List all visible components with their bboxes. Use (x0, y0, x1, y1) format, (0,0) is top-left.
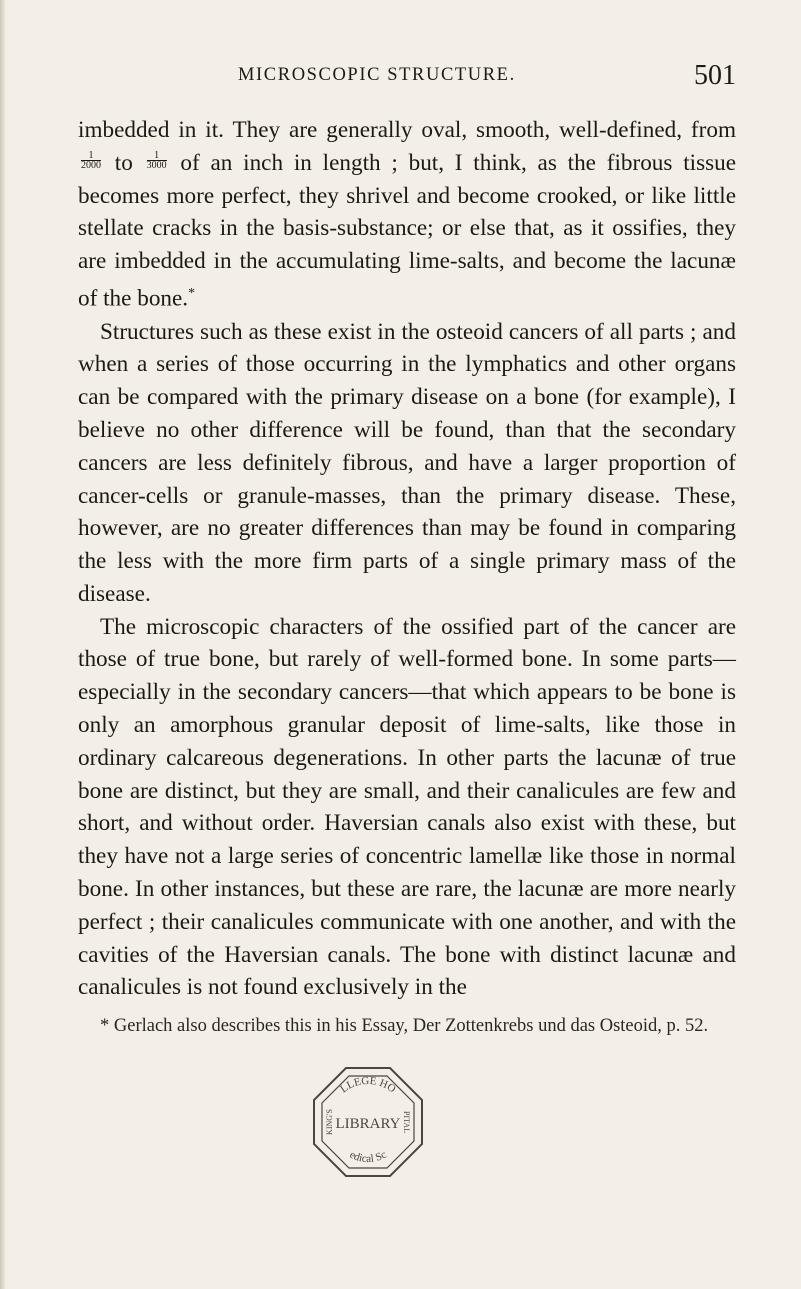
footnote-marker: * (188, 285, 196, 301)
page-header (78, 60, 736, 100)
fraction-1-3000 (147, 151, 167, 170)
stamp-bottom-text: edical Sc (347, 1148, 389, 1166)
frac1-denominator: 2000 (81, 160, 101, 172)
library-stamp (308, 1062, 428, 1182)
p1-text-b: to (114, 149, 133, 176)
frac2-denominator: 3000 (146, 160, 167, 172)
stamp-right-text: PITAL (402, 1110, 411, 1134)
p1-text-a: imbedded in it. They are generally oval, smooth, well-defined, from (78, 117, 736, 143)
body-text (78, 114, 736, 1004)
paragraph-1 (78, 114, 736, 316)
running-head: MICROSCOPIC STRUCTURE. (238, 65, 516, 85)
stamp-top-text: LLEGE HO (338, 1074, 398, 1096)
stamp-left-text: KING'S (325, 1109, 334, 1135)
stamp-center-text: LIBRARY (335, 1116, 401, 1132)
frac2-numerator: 1 (147, 151, 167, 161)
frac1-numerator: 1 (81, 151, 101, 161)
page-edge-shadow (0, 0, 6, 1289)
p1-text-c: of an inch in length ; but, I think, as the fibrous tissue becomes more perfect, they shrivel and become crooked, or like little stellate cracks in the basis-substance; or else that, as it ossifies, they are imbedded in the accumulating lime-salts, and become the lacunæ of the bone. (78, 149, 737, 312)
fraction-1-2000 (81, 151, 101, 170)
paragraph-3: The microscopic characters of the ossified part of the cancer are those of true bone, but rarely of well-formed bone. In some parts—especially in the secondary cancers—that which appears to be bone is only an amorphous granular deposit of lime-salts, like those in ordinary calcareous degenerations. In other parts the lacunæ of true bone are distinct, but they are small, and their canalicules are few and short, and without order. Haversian canals also exist with these, but they have not a large series of concentric lamellæ like those in normal bone. In other instances, but these are rare, the lacunæ are more nearly perfect ; their canalicules communicate with one another, and with the cavities of the Haversian canals. The bone with distinct lacunæ and canalicules is not found exclusively in the (78, 613, 736, 1001)
page-number: 501 (694, 60, 736, 91)
paragraph-2: Structures such as these exist in the osteoid cancers of all parts ; and when a series of those occurring in the lymphatics and other organs can be compared with the primary disease on a bone (for example), I believe no other difference will be found, than that the secondary cancers are less definitely fibrous, and have a larger proportion of cancer-cells or granule-masses, than the primary disease. These, however, are no greater differences than may be found in comparing the less with the more firm parts of a single primary mass of the disease. (78, 318, 736, 607)
footnote: * Gerlach also describes this in his Essay, Der Zottenkrebs und das Osteoid, p. 52. (100, 1016, 709, 1036)
